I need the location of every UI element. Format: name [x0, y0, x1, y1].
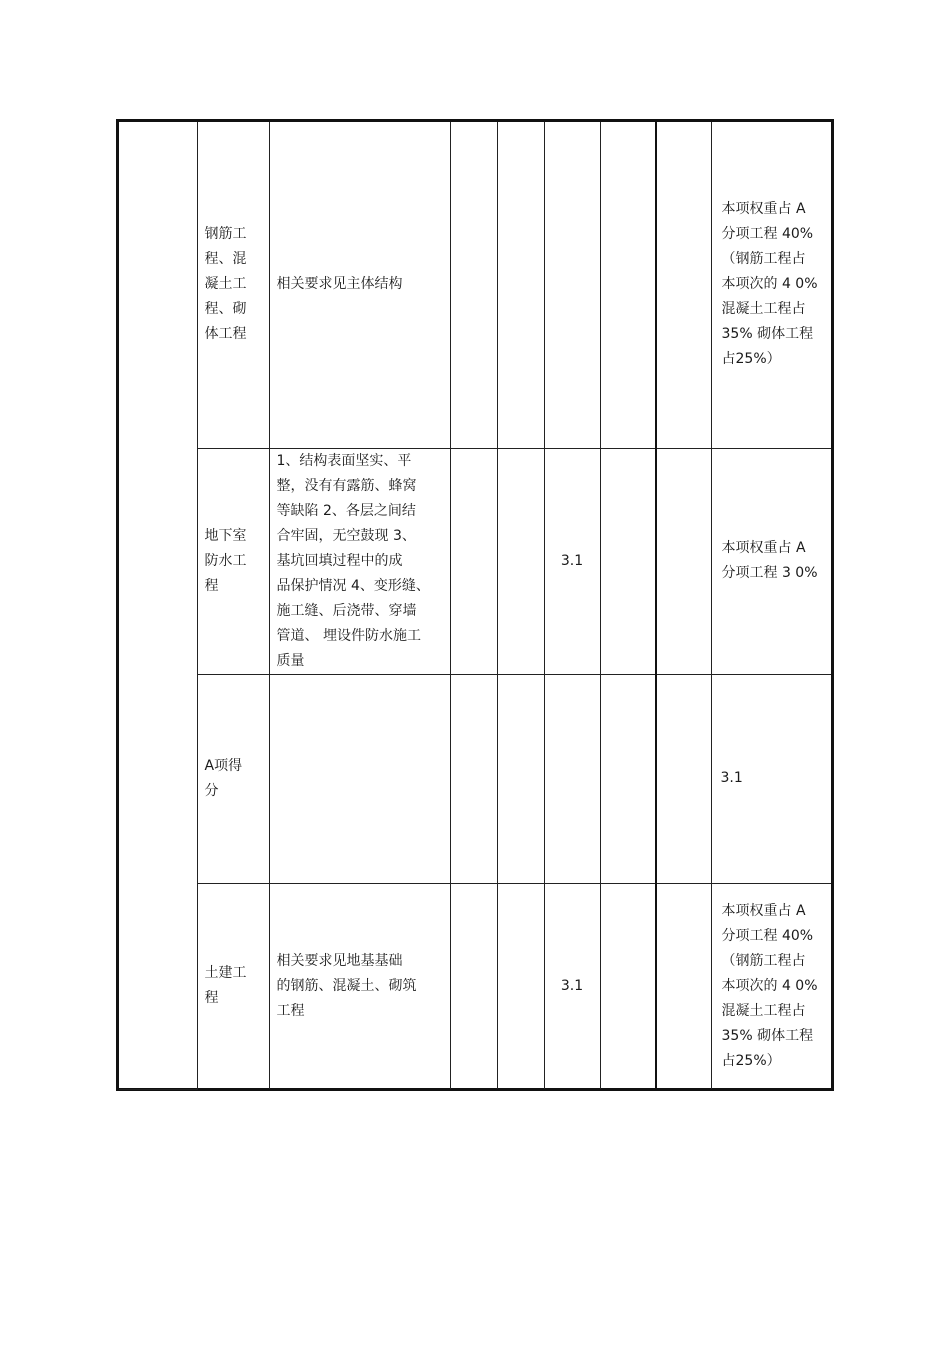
blank-cell — [450, 674, 497, 883]
item-name: 地下室 防水工 程 — [204, 527, 247, 594]
item-name: 土建工 程 — [204, 965, 247, 1007]
table-row — [119, 674, 831, 883]
requirement-text: 1、结构表面坚实、平 整，没有有露筋、蜂窝 等缺陷 2、各层之间结 合牢固，无空鼓现 3、 基坑回填过程中的成 品保护情况 4、变形缝、 施工缝、后浇带、穿墙 管道、 埋设件防水施工 质量 — [276, 452, 430, 669]
table-row — [119, 122, 831, 448]
requirement-cell — [269, 883, 450, 1089]
blank-cell — [600, 448, 656, 674]
score-cell — [544, 674, 600, 883]
note-cell — [711, 122, 831, 448]
requirement-text: 相关要求见主体结构 — [276, 276, 403, 293]
blank-cell — [600, 674, 656, 883]
blank-cell — [656, 674, 711, 883]
note-cell — [711, 883, 831, 1089]
score-cell — [544, 448, 600, 674]
blank-cell — [656, 883, 711, 1089]
scoring-table — [116, 119, 834, 1091]
requirement-text: 相关要求见地基基础 的钢筋、混凝土、砌筑 工程 — [276, 952, 417, 1019]
blank-cell — [497, 448, 544, 674]
blank-cell — [450, 448, 497, 674]
blank-cell — [450, 122, 497, 448]
blank-cell — [656, 122, 711, 448]
blank-cell — [600, 122, 656, 448]
note-text: 本项权重占 A 分项工程 40% （钢筋工程占 本项次的 4 0% 混凝土工程占 35% 砌体工程 占25%） — [721, 902, 818, 1069]
blank-cell — [600, 883, 656, 1089]
item-cell — [197, 674, 269, 883]
note-text: 本项权重占 A 分项工程 3 0% — [721, 540, 818, 581]
blank-cell — [497, 883, 544, 1089]
blank-cell — [497, 674, 544, 883]
requirement-cell — [269, 674, 450, 883]
item-cell — [197, 448, 269, 674]
note-cell — [711, 674, 831, 883]
requirement-cell — [269, 448, 450, 674]
score-cell — [544, 122, 600, 448]
blank-cell — [497, 122, 544, 448]
note-text: 本项权重占 A 分项工程 40% （钢筋工程占 本项次的 4 0% 混凝土工程占 35% 砌体工程 占25%） — [721, 201, 818, 368]
score-value: 3.1 — [560, 552, 584, 569]
table-row — [119, 883, 831, 1089]
item-cell — [197, 883, 269, 1089]
note-cell — [711, 448, 831, 674]
note-text: 3.1 — [720, 770, 743, 786]
item-name: 钢筋工 程、混 凝土工 程、砌 体工程 — [204, 226, 247, 343]
scoring-table-grid — [119, 122, 831, 1090]
blank-cell — [450, 883, 497, 1089]
blank-cell — [656, 448, 711, 674]
item-name: A项得 分 — [204, 757, 243, 799]
item-cell — [197, 122, 269, 448]
score-value: 3.1 — [560, 977, 584, 994]
category-cell — [119, 122, 197, 1089]
table-row — [119, 448, 831, 674]
score-cell — [544, 883, 600, 1089]
requirement-cell — [269, 122, 450, 448]
